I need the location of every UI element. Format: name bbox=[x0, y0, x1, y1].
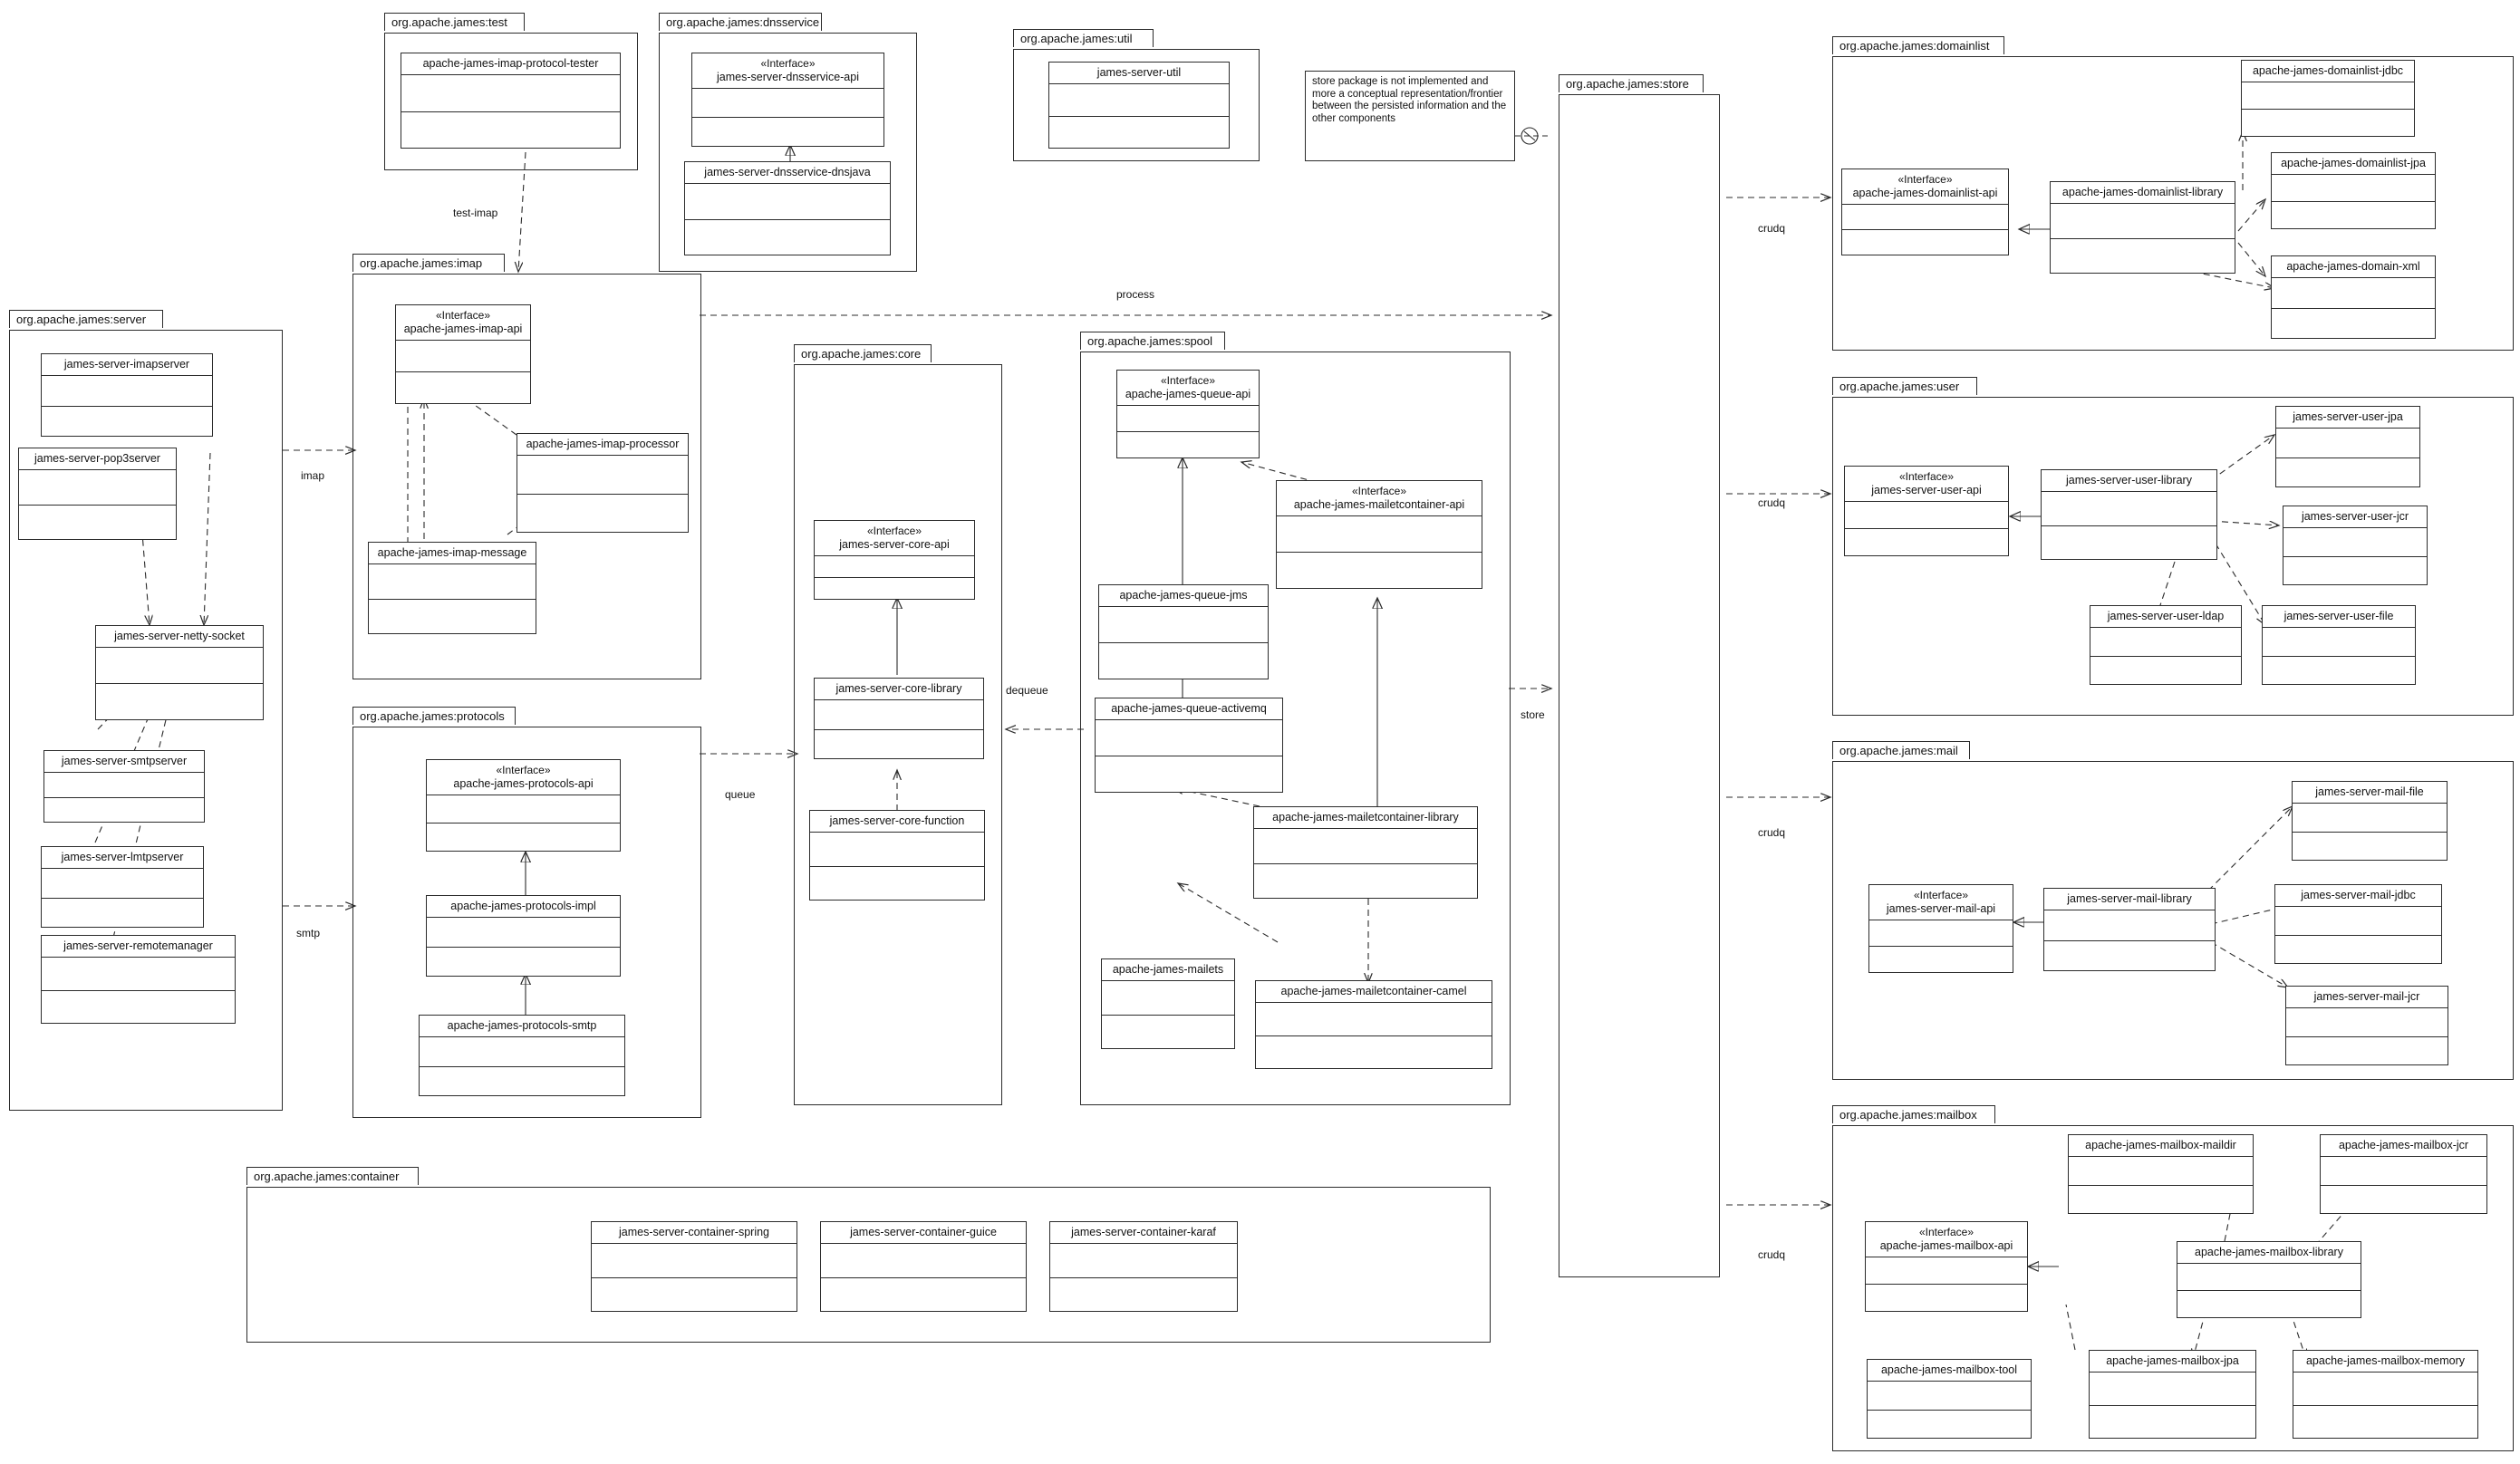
class-title: james-server-user-jcr bbox=[2283, 506, 2427, 528]
class-apache-james-mailbox-api[interactable] bbox=[1865, 1221, 2028, 1312]
class-apache-james-mailbox-memory[interactable] bbox=[2293, 1350, 2478, 1439]
package-label-server: org.apache.james:server bbox=[9, 310, 163, 328]
package-store bbox=[1559, 94, 1720, 1277]
class-compartment bbox=[2090, 1406, 2255, 1439]
class-compartment bbox=[1096, 756, 1282, 792]
class-james-server-netty-socket[interactable] bbox=[95, 625, 264, 720]
class-james-server-smtpserver[interactable] bbox=[43, 750, 205, 823]
class-compartment bbox=[1869, 947, 2013, 972]
class-name: james-server-user-api bbox=[1871, 484, 1982, 496]
class-compartment bbox=[1050, 1244, 1237, 1278]
class-title: james-server-mail-library bbox=[2044, 889, 2215, 910]
class-title bbox=[692, 53, 883, 89]
class-title: james-server-util bbox=[1049, 63, 1229, 84]
class-title: james-server-imapserver bbox=[42, 354, 212, 376]
stereotype-label: «Interface» bbox=[1351, 485, 1407, 497]
package-label-dnsservice: org.apache.james:dnsservice bbox=[659, 13, 822, 31]
class-compartment bbox=[2090, 628, 2241, 657]
class-apache-james-mailbox-library[interactable] bbox=[2177, 1241, 2361, 1318]
class-compartment bbox=[2286, 1037, 2448, 1065]
class-compartment bbox=[1869, 920, 2013, 947]
class-apache-james-mailets[interactable] bbox=[1101, 958, 1235, 1049]
class-apache-james-imap-processor[interactable] bbox=[517, 433, 689, 533]
class-title: apache-james-mailbox-tool bbox=[1868, 1360, 2031, 1382]
package-label-imap: org.apache.james:imap bbox=[352, 254, 505, 272]
class-compartment bbox=[2090, 1372, 2255, 1406]
class-compartment bbox=[427, 824, 620, 851]
class-title: apache-james-mailetcontainer-camel bbox=[1256, 981, 1492, 1003]
class-title bbox=[1277, 481, 1482, 516]
class-compartment bbox=[1102, 1016, 1234, 1049]
edge-label-crudq-mail: crudq bbox=[1758, 826, 1786, 839]
class-title bbox=[396, 305, 530, 341]
class-compartment bbox=[427, 918, 620, 948]
class-compartment bbox=[2283, 557, 2427, 585]
class-compartment bbox=[1049, 84, 1229, 117]
class-title: apache-james-mailbox-memory bbox=[2293, 1351, 2477, 1372]
class-title: james-server-core-library bbox=[815, 679, 983, 700]
class-compartment bbox=[2263, 657, 2415, 685]
class-james-server-user-library[interactable] bbox=[2041, 469, 2217, 560]
class-james-server-user-jcr[interactable] bbox=[2283, 506, 2428, 585]
class-title: james-server-dnsservice-dnsjava bbox=[685, 162, 890, 184]
class-title: james-server-pop3server bbox=[19, 448, 176, 470]
class-compartment bbox=[42, 991, 235, 1024]
class-compartment bbox=[2293, 1406, 2477, 1439]
class-james-server-core-api[interactable] bbox=[814, 520, 975, 600]
class-compartment bbox=[815, 556, 974, 578]
class-title bbox=[815, 521, 974, 556]
class-title: james-server-user-library bbox=[2042, 470, 2216, 492]
class-compartment bbox=[2272, 202, 2435, 228]
class-name: apache-james-mailetcontainer-api bbox=[1293, 498, 1465, 511]
package-label-store: org.apache.james:store bbox=[1559, 74, 1704, 92]
stereotype-label: «Interface» bbox=[1918, 1226, 1974, 1238]
package-label-util: org.apache.james:util bbox=[1013, 29, 1154, 47]
class-compartment bbox=[810, 833, 984, 867]
class-compartment bbox=[685, 220, 890, 255]
class-title: apache-james-mailbox-maildir bbox=[2069, 1135, 2253, 1157]
class-title: apache-james-imap-processor bbox=[517, 434, 688, 456]
class-compartment bbox=[42, 376, 212, 407]
class-title: james-server-mail-jcr bbox=[2286, 987, 2448, 1008]
class-compartment bbox=[1868, 1382, 2031, 1411]
class-compartment bbox=[810, 867, 984, 901]
class-title: apache-james-protocols-impl bbox=[427, 896, 620, 918]
class-compartment bbox=[1256, 1003, 1492, 1036]
class-compartment bbox=[2090, 657, 2241, 685]
class-compartment bbox=[2275, 936, 2441, 964]
class-compartment bbox=[2242, 82, 2414, 110]
package-label-core: org.apache.james:core bbox=[794, 344, 932, 362]
class-compartment bbox=[2069, 1186, 2253, 1214]
class-title: apache-james-mailbox-jcr bbox=[2321, 1135, 2486, 1157]
class-apache-james-protocols-api[interactable] bbox=[426, 759, 621, 852]
class-james-server-core-function[interactable] bbox=[809, 810, 985, 901]
class-compartment bbox=[2276, 429, 2419, 458]
class-james-server-util[interactable] bbox=[1048, 62, 1230, 149]
class-title: james-server-smtpserver bbox=[44, 751, 204, 773]
class-apache-james-protocols-smtp[interactable] bbox=[419, 1015, 625, 1096]
stereotype-label: «Interface» bbox=[760, 57, 816, 70]
class-james-server-user-ldap[interactable] bbox=[2090, 605, 2242, 685]
class-compartment bbox=[1256, 1036, 1492, 1069]
class-title bbox=[1869, 885, 2013, 920]
class-title bbox=[427, 760, 620, 795]
class-compartment bbox=[2283, 528, 2427, 557]
class-title: james-server-mail-jdbc bbox=[2275, 885, 2441, 907]
class-title: james-server-netty-socket bbox=[96, 626, 263, 648]
class-compartment bbox=[2272, 309, 2435, 339]
class-compartment bbox=[96, 684, 263, 719]
class-apache-james-mailbox-maildir[interactable] bbox=[2068, 1134, 2254, 1214]
class-compartment bbox=[517, 495, 688, 533]
class-james-server-imapserver[interactable] bbox=[41, 353, 213, 437]
package-label-user: org.apache.james:user bbox=[1832, 377, 1977, 395]
class-compartment bbox=[1099, 607, 1268, 643]
class-james-server-container-spring[interactable] bbox=[591, 1221, 797, 1312]
class-title: apache-james-queue-jms bbox=[1099, 585, 1268, 607]
class-compartment bbox=[1254, 864, 1477, 899]
class-title: james-server-container-karaf bbox=[1050, 1222, 1237, 1244]
class-title: james-server-user-jpa bbox=[2276, 407, 2419, 429]
class-apache-james-domainlist-api[interactable] bbox=[1841, 169, 2009, 255]
class-james-server-user-jpa[interactable] bbox=[2275, 406, 2420, 487]
stereotype-label: «Interface» bbox=[435, 309, 491, 322]
class-apache-james-imap-api[interactable] bbox=[395, 304, 531, 404]
class-title bbox=[1117, 371, 1259, 406]
class-james-server-user-file[interactable] bbox=[2262, 605, 2416, 685]
class-james-server-mail-file[interactable] bbox=[2292, 781, 2448, 861]
class-compartment bbox=[42, 899, 203, 928]
class-title: apache-james-domainlist-jpa bbox=[2272, 153, 2435, 175]
stereotype-label: «Interface» bbox=[1913, 889, 1969, 901]
class-title: james-server-mail-file bbox=[2293, 782, 2447, 804]
class-james-server-pop3server[interactable] bbox=[18, 448, 177, 540]
class-name: james-server-core-api bbox=[839, 538, 950, 551]
class-title: james-server-container-guice bbox=[821, 1222, 1026, 1244]
class-compartment bbox=[1050, 1278, 1237, 1312]
class-compartment bbox=[821, 1278, 1026, 1312]
class-james-server-mail-jcr[interactable] bbox=[2285, 986, 2448, 1065]
class-compartment bbox=[815, 578, 974, 599]
class-title: apache-james-mailetcontainer-library bbox=[1254, 807, 1477, 829]
class-compartment bbox=[2242, 110, 2414, 136]
class-compartment bbox=[396, 341, 530, 372]
class-compartment bbox=[1277, 516, 1482, 553]
package-label-container: org.apache.james:container bbox=[246, 1167, 419, 1185]
edge-label-store: store bbox=[1521, 708, 1545, 721]
package-label-test: org.apache.james:test bbox=[384, 13, 525, 31]
class-compartment bbox=[2321, 1186, 2486, 1214]
class-compartment bbox=[42, 407, 212, 437]
class-name: james-server-dnsservice-api bbox=[717, 71, 859, 83]
class-compartment bbox=[2069, 1157, 2253, 1186]
class-compartment bbox=[401, 112, 620, 149]
class-compartment bbox=[369, 564, 536, 600]
class-compartment bbox=[427, 948, 620, 977]
class-compartment bbox=[2272, 278, 2435, 309]
class-apache-james-queue-activemq[interactable] bbox=[1095, 698, 1283, 793]
class-apache-james-domain-xml[interactable] bbox=[2271, 255, 2436, 339]
class-compartment bbox=[369, 600, 536, 634]
class-compartment bbox=[44, 773, 204, 798]
class-title: apache-james-imap-protocol-tester bbox=[401, 53, 620, 75]
class-james-server-container-guice[interactable] bbox=[820, 1221, 1027, 1312]
class-compartment bbox=[2177, 1264, 2361, 1291]
class-compartment bbox=[2293, 833, 2447, 861]
class-apache-james-imap-message[interactable] bbox=[368, 542, 536, 634]
stereotype-label: «Interface» bbox=[1160, 374, 1216, 387]
class-title: apache-james-queue-activemq bbox=[1096, 698, 1282, 720]
edge-label-queue: queue bbox=[725, 788, 756, 801]
class-compartment bbox=[2051, 204, 2235, 239]
class-apache-james-queue-api[interactable] bbox=[1116, 370, 1260, 458]
class-compartment bbox=[2044, 910, 2215, 941]
class-compartment bbox=[1096, 720, 1282, 756]
class-compartment bbox=[2276, 458, 2419, 487]
class-compartment bbox=[1845, 502, 2008, 529]
class-compartment bbox=[592, 1244, 797, 1278]
class-name: apache-james-imap-api bbox=[403, 323, 523, 335]
class-compartment bbox=[19, 506, 176, 540]
class-title: apache-james-domain-xml bbox=[2272, 256, 2435, 278]
class-compartment bbox=[1842, 230, 2008, 255]
edge-label-smtp: smtp bbox=[296, 927, 321, 939]
class-compartment bbox=[401, 75, 620, 112]
class-compartment bbox=[2321, 1157, 2486, 1186]
class-compartment bbox=[1868, 1411, 2031, 1439]
class-title: james-server-user-file bbox=[2263, 606, 2415, 628]
class-compartment bbox=[692, 118, 883, 146]
class-james-server-mail-api[interactable] bbox=[1868, 884, 2013, 973]
class-compartment bbox=[420, 1067, 624, 1096]
class-title bbox=[1845, 467, 2008, 502]
class-title: james-server-lmtpserver bbox=[42, 847, 203, 869]
class-apache-james-mailetcontainer-camel[interactable] bbox=[1255, 980, 1492, 1069]
class-compartment bbox=[42, 869, 203, 899]
class-james-server-remotemanager[interactable] bbox=[41, 935, 236, 1024]
class-james-server-core-library[interactable] bbox=[814, 678, 984, 759]
stereotype-label: «Interface» bbox=[1897, 173, 1953, 186]
class-compartment bbox=[420, 1037, 624, 1067]
edge-label-crudq-domainlist: crudq bbox=[1758, 222, 1786, 235]
class-compartment bbox=[2042, 492, 2216, 526]
package-label-domainlist: org.apache.james:domainlist bbox=[1832, 36, 2004, 54]
class-compartment bbox=[1049, 117, 1229, 149]
class-name: james-server-mail-api bbox=[1886, 902, 1996, 915]
class-james-server-dnsservice-api[interactable] bbox=[691, 53, 884, 147]
class-title: james-server-core-function bbox=[810, 811, 984, 833]
class-compartment bbox=[1845, 529, 2008, 555]
class-james-server-mail-jdbc[interactable] bbox=[2274, 884, 2442, 964]
class-james-server-mail-library[interactable] bbox=[2043, 888, 2216, 971]
class-compartment bbox=[1866, 1257, 2027, 1285]
class-apache-james-mailbox-jpa[interactable] bbox=[2089, 1350, 2256, 1439]
class-apache-james-mailbox-jcr[interactable] bbox=[2320, 1134, 2487, 1214]
class-name: apache-james-queue-api bbox=[1125, 388, 1251, 400]
class-apache-james-mailetcontainer-api[interactable] bbox=[1276, 480, 1482, 589]
class-compartment bbox=[44, 798, 204, 823]
package-label-protocols: org.apache.james:protocols bbox=[352, 707, 516, 725]
class-compartment bbox=[1102, 981, 1234, 1016]
class-compartment bbox=[2042, 526, 2216, 560]
class-apache-james-domainlist-jpa[interactable] bbox=[2271, 152, 2436, 229]
class-james-server-user-api[interactable] bbox=[1844, 466, 2009, 556]
class-compartment bbox=[592, 1278, 797, 1312]
class-compartment bbox=[685, 184, 890, 220]
class-name: apache-james-mailbox-api bbox=[1879, 1239, 2013, 1252]
class-compartment bbox=[815, 700, 983, 730]
class-title: james-server-container-spring bbox=[592, 1222, 797, 1244]
class-title bbox=[1866, 1222, 2027, 1257]
class-title: apache-james-imap-message bbox=[369, 543, 536, 564]
edge-label-imap: imap bbox=[301, 469, 325, 482]
class-title: james-server-remotemanager bbox=[42, 936, 235, 958]
edge-label-process: process bbox=[1116, 288, 1155, 301]
class-compartment bbox=[1254, 829, 1477, 864]
class-compartment bbox=[821, 1244, 1026, 1278]
class-james-server-dnsservice-dnsjava[interactable] bbox=[684, 161, 891, 255]
class-name: apache-james-domainlist-api bbox=[1852, 187, 1998, 199]
class-compartment bbox=[1866, 1285, 2027, 1311]
class-compartment bbox=[692, 89, 883, 118]
class-apache-james-imap-protocol-tester[interactable] bbox=[401, 53, 621, 149]
edge-label-test-imap: test-imap bbox=[453, 207, 498, 219]
class-compartment bbox=[2272, 175, 2435, 202]
class-compartment bbox=[1099, 643, 1268, 679]
class-title: apache-james-mailets bbox=[1102, 959, 1234, 981]
class-james-server-container-karaf[interactable] bbox=[1049, 1221, 1238, 1312]
class-james-server-lmtpserver[interactable] bbox=[41, 846, 204, 928]
class-name: apache-james-protocols-api bbox=[453, 777, 594, 790]
class-compartment bbox=[1117, 432, 1259, 458]
package-label-spool: org.apache.james:spool bbox=[1080, 332, 1225, 350]
class-compartment bbox=[19, 470, 176, 506]
class-compartment bbox=[1117, 406, 1259, 432]
class-compartment bbox=[1842, 205, 2008, 230]
class-title: apache-james-mailbox-jpa bbox=[2090, 1351, 2255, 1372]
class-apache-james-domainlist-jdbc[interactable] bbox=[2241, 60, 2415, 137]
class-compartment bbox=[427, 795, 620, 824]
stereotype-label: «Interface» bbox=[496, 764, 551, 776]
class-title: apache-james-mailbox-library bbox=[2177, 1242, 2361, 1264]
class-compartment bbox=[2044, 941, 2215, 971]
class-compartment bbox=[2275, 907, 2441, 936]
class-title: apache-james-domainlist-jdbc bbox=[2242, 61, 2414, 82]
class-compartment bbox=[1277, 553, 1482, 588]
class-apache-james-protocols-impl[interactable] bbox=[426, 895, 621, 977]
class-title: apache-james-domainlist-library bbox=[2051, 182, 2235, 204]
class-compartment bbox=[2293, 804, 2447, 833]
edge-label-crudq-user: crudq bbox=[1758, 496, 1786, 509]
class-compartment bbox=[96, 648, 263, 684]
class-compartment bbox=[2293, 1372, 2477, 1406]
class-title: apache-james-protocols-smtp bbox=[420, 1016, 624, 1037]
class-apache-james-mailetcontainer-library[interactable] bbox=[1253, 806, 1478, 899]
class-apache-james-domainlist-library[interactable] bbox=[2050, 181, 2235, 274]
stereotype-label: «Interface» bbox=[866, 525, 922, 537]
edge-label-dequeue: dequeue bbox=[1006, 684, 1048, 697]
edge-label-crudq-mailbox: crudq bbox=[1758, 1248, 1786, 1261]
package-label-mailbox: org.apache.james:mailbox bbox=[1832, 1105, 1995, 1123]
class-compartment bbox=[2286, 1008, 2448, 1037]
class-compartment bbox=[2263, 628, 2415, 657]
package-label-mail: org.apache.james:mail bbox=[1832, 741, 1970, 759]
class-compartment bbox=[815, 730, 983, 759]
class-compartment bbox=[2051, 239, 2235, 274]
stereotype-label: «Interface» bbox=[1898, 470, 1955, 483]
class-compartment bbox=[42, 958, 235, 991]
class-apache-james-mailbox-tool[interactable] bbox=[1867, 1359, 2032, 1439]
class-apache-james-queue-jms[interactable] bbox=[1098, 584, 1269, 679]
store-note: store package is not implemented and more a conceptual representation/frontier between the persisted information and the other components bbox=[1305, 71, 1515, 161]
class-compartment bbox=[396, 372, 530, 403]
class-compartment bbox=[2177, 1291, 2361, 1317]
class-title: james-server-user-ldap bbox=[2090, 606, 2241, 628]
class-compartment bbox=[517, 456, 688, 495]
class-title bbox=[1842, 169, 2008, 205]
